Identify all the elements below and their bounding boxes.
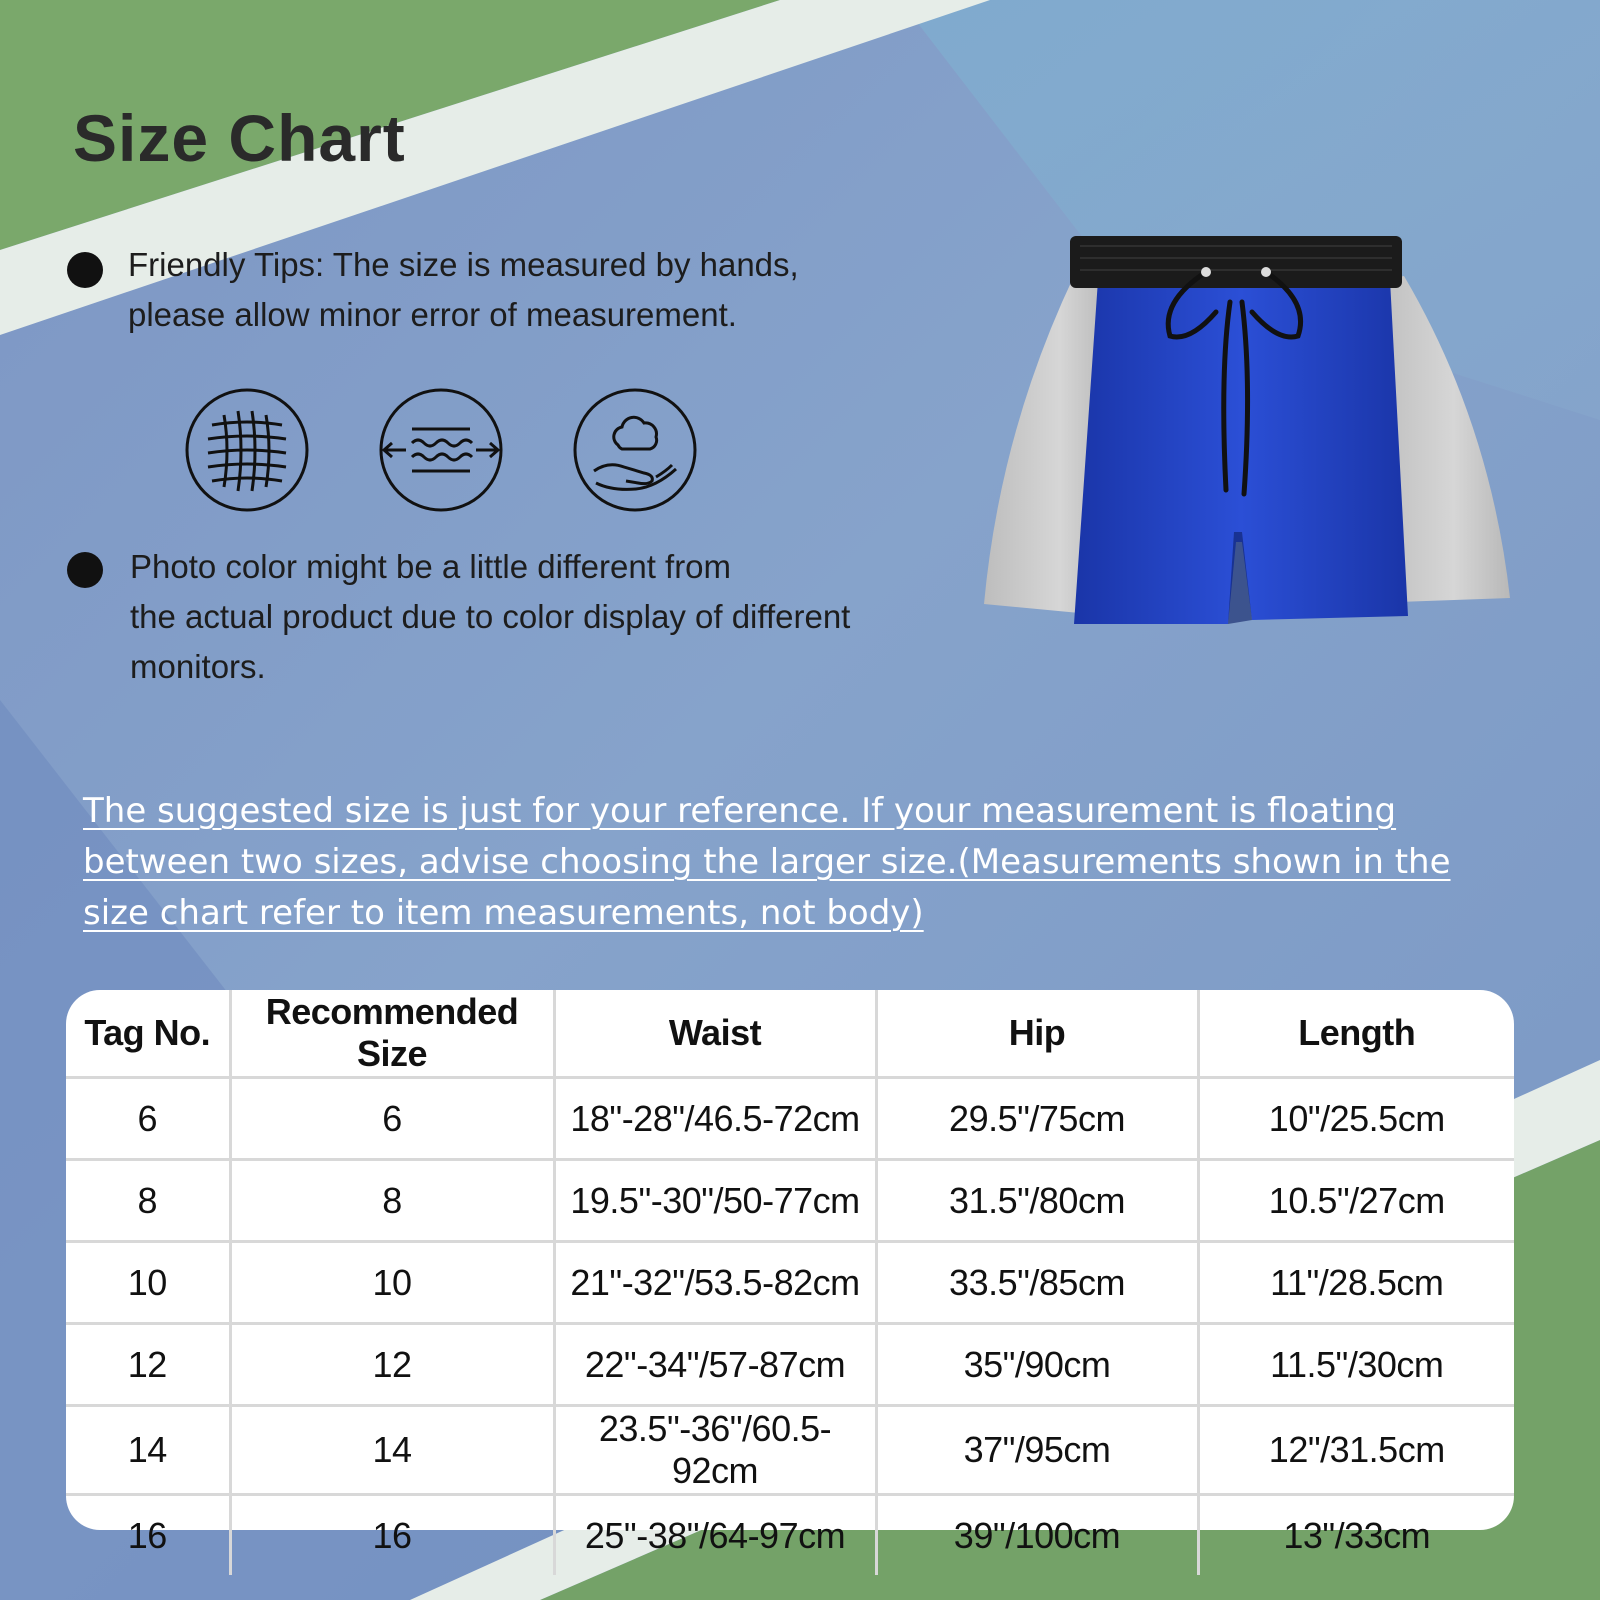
tip-line: Friendly Tips: The size is measured by hands, — [128, 246, 799, 283]
bullet-dot — [67, 552, 103, 588]
cell-length: 11.5"/30cm — [1198, 1324, 1514, 1406]
cell-length: 13"/33cm — [1283, 1514, 1431, 1556]
cell-waist: 18"-28"/46.5-72cm — [554, 1078, 876, 1160]
cell-tag-no: 12 — [66, 1324, 230, 1406]
page-title: Size Chart — [73, 101, 406, 175]
tip-line: monitors. — [130, 648, 266, 685]
table-header-row — [66, 990, 1514, 1078]
table-row — [66, 1160, 1514, 1242]
cell-hip: 31.5"/80cm — [876, 1160, 1198, 1242]
cell-waist: 19.5"-30"/50-77cm — [554, 1160, 876, 1242]
color-tip — [130, 542, 850, 692]
header-length: Length — [1198, 990, 1514, 1078]
cell-recommended-size: 8 — [230, 1160, 554, 1242]
tip-line: please allow minor error of measurement. — [128, 296, 737, 333]
size-table — [66, 990, 1514, 1556]
mesh-fabric-icon — [184, 387, 310, 513]
cell-hip: 35"/90cm — [876, 1324, 1198, 1406]
cell-hip: 29.5"/75cm — [876, 1078, 1198, 1160]
bullet-dot — [67, 252, 103, 288]
product-image-shorts — [990, 232, 1512, 640]
table-row — [66, 1324, 1514, 1406]
cell-length: 10.5"/27cm — [1198, 1160, 1514, 1242]
table-row — [66, 1406, 1514, 1495]
tip-line: the actual product due to color display of different — [130, 598, 851, 635]
header-tag-no: Tag No. — [66, 990, 230, 1078]
cell-recommended-size: 10 — [230, 1242, 554, 1324]
header-hip: Hip — [876, 990, 1198, 1078]
soft-cotton-icon — [572, 387, 698, 513]
cell-waist: 23.5"-36"/60.5-92cm — [554, 1406, 876, 1495]
cell-tag-no: 16 — [66, 1495, 230, 1576]
stretch-fabric-icon — [378, 387, 504, 513]
friendly-tip — [128, 240, 799, 340]
size-reference-note: The suggested size is just for your reference. If your measurement is floating between two sizes, advise choosing the larger size.(Measurements shown in the size chart refer to item measurements, not body) — [83, 791, 1451, 933]
cell-recommended-size: 12 — [230, 1324, 554, 1406]
cell-length: 11"/28.5cm — [1198, 1242, 1514, 1324]
cell-hip: 39"/100cm — [876, 1495, 1198, 1576]
cell-waist: 22"-34"/57-87cm — [554, 1324, 876, 1406]
cell-length: 12"/31.5cm — [1198, 1406, 1514, 1495]
table-row — [66, 1078, 1514, 1160]
header-waist: Waist — [554, 990, 876, 1078]
cell-tag-no: 14 — [66, 1406, 230, 1495]
tip-line: Photo color might be a little different from — [130, 548, 732, 585]
cell-recommended-size: 16 — [230, 1495, 554, 1576]
cell-tag-no: 6 — [66, 1078, 230, 1160]
cell-tag-no: 10 — [66, 1242, 230, 1324]
header-recommended-size: Recommended Size — [230, 990, 554, 1078]
cell-waist: 21"-32"/53.5-82cm — [554, 1242, 876, 1324]
cell-hip: 33.5"/85cm — [876, 1242, 1198, 1324]
cell-recommended-size: 14 — [230, 1406, 554, 1495]
cell-tag-no: 8 — [66, 1160, 230, 1242]
cell-waist: 25"-38"/64-97cm — [554, 1495, 876, 1576]
cell-recommended-size: 6 — [230, 1078, 554, 1160]
table-row — [66, 1495, 1514, 1576]
cell-hip: 37"/95cm — [876, 1406, 1198, 1495]
table-row — [66, 1242, 1514, 1324]
cell-length: 10"/25.5cm — [1198, 1078, 1514, 1160]
